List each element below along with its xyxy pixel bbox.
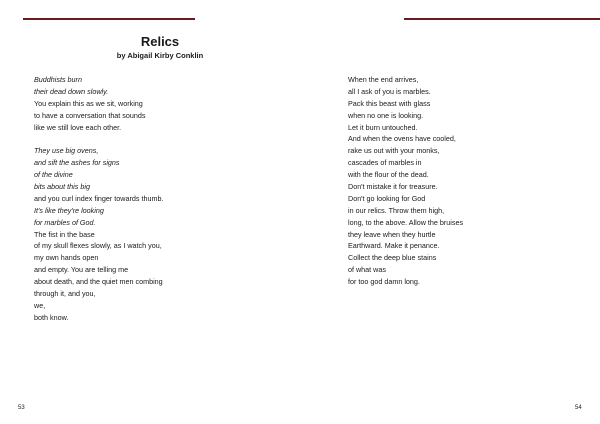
poem-line: When the end arrives, xyxy=(348,75,419,84)
poem-line: all I ask of you is marbles. xyxy=(348,86,431,96)
poem-line: The fist in the base xyxy=(34,229,95,239)
poem-line: long, to the above. Allow the bruises xyxy=(348,217,464,227)
poem-title: Relics xyxy=(140,34,180,49)
poem-line: both know. xyxy=(34,312,69,322)
poem-line: of what was xyxy=(348,265,386,275)
poem-line: we, xyxy=(34,300,46,310)
poem-line: of my skull flexes slowly, as I watch you, xyxy=(34,241,162,251)
header-rule-left xyxy=(23,18,195,20)
poem-line: rake us out with your monks, xyxy=(348,146,440,156)
poem-line: like we still love each other. xyxy=(34,122,122,132)
poem-line: for marbles of God. xyxy=(34,217,96,227)
header-rule-right xyxy=(404,18,600,20)
poem-line: cascades of marbles in xyxy=(348,158,422,168)
right-page-text xyxy=(348,74,463,288)
poem-line: They use big ovens, xyxy=(34,146,99,156)
poem-line: And when the ovens have cooled, xyxy=(348,134,456,144)
poem-line: my own hands open xyxy=(34,253,99,263)
page-number-left: 53 xyxy=(18,405,25,411)
poem-line: Buddhists burn xyxy=(34,75,82,84)
poem-line: It's like they're looking xyxy=(34,205,104,215)
poem-line: and sift the ashes for signs xyxy=(34,158,120,168)
poem-line: for too god damn long. xyxy=(348,277,420,287)
left-page-text xyxy=(34,74,163,324)
poem-line: Let it burn untouched. xyxy=(348,122,418,132)
poem-line: through it, and you, xyxy=(34,289,96,299)
poem-byline: by Abigail Kirby Conklin xyxy=(116,51,204,60)
poem-line: with the flour of the dead. xyxy=(348,170,429,180)
poem-line: they leave when they hurtle xyxy=(348,229,436,239)
page-number-right: 54 xyxy=(575,405,582,411)
poem-line: Don't go looking for God xyxy=(348,193,426,203)
stanza-break xyxy=(34,133,163,145)
poem-line: to have a conversation that sounds xyxy=(34,110,146,120)
poem-line: You explain this as we sit, working xyxy=(34,98,143,108)
poem-line: and empty. You are telling me xyxy=(34,265,129,275)
poem-line: Collect the deep blue stains xyxy=(348,253,437,263)
poem-line: Pack this beast with glass xyxy=(348,98,431,108)
poem-line: bits about this big xyxy=(34,182,90,192)
poem-line: Don't mistake it for treasure. xyxy=(348,182,438,192)
poem-line: about death, and the quiet men combing xyxy=(34,277,163,287)
poem-line: their dead down slowly. xyxy=(34,86,109,96)
poem-line: when no one is looking. xyxy=(348,110,424,120)
poem-line: and you curl index finger towards thumb. xyxy=(34,193,164,203)
poem-line: of the divine xyxy=(34,170,73,180)
poem-line: in our relics. Throw them high, xyxy=(348,205,445,215)
poem-line: Earthward. Make it penance. xyxy=(348,241,440,251)
